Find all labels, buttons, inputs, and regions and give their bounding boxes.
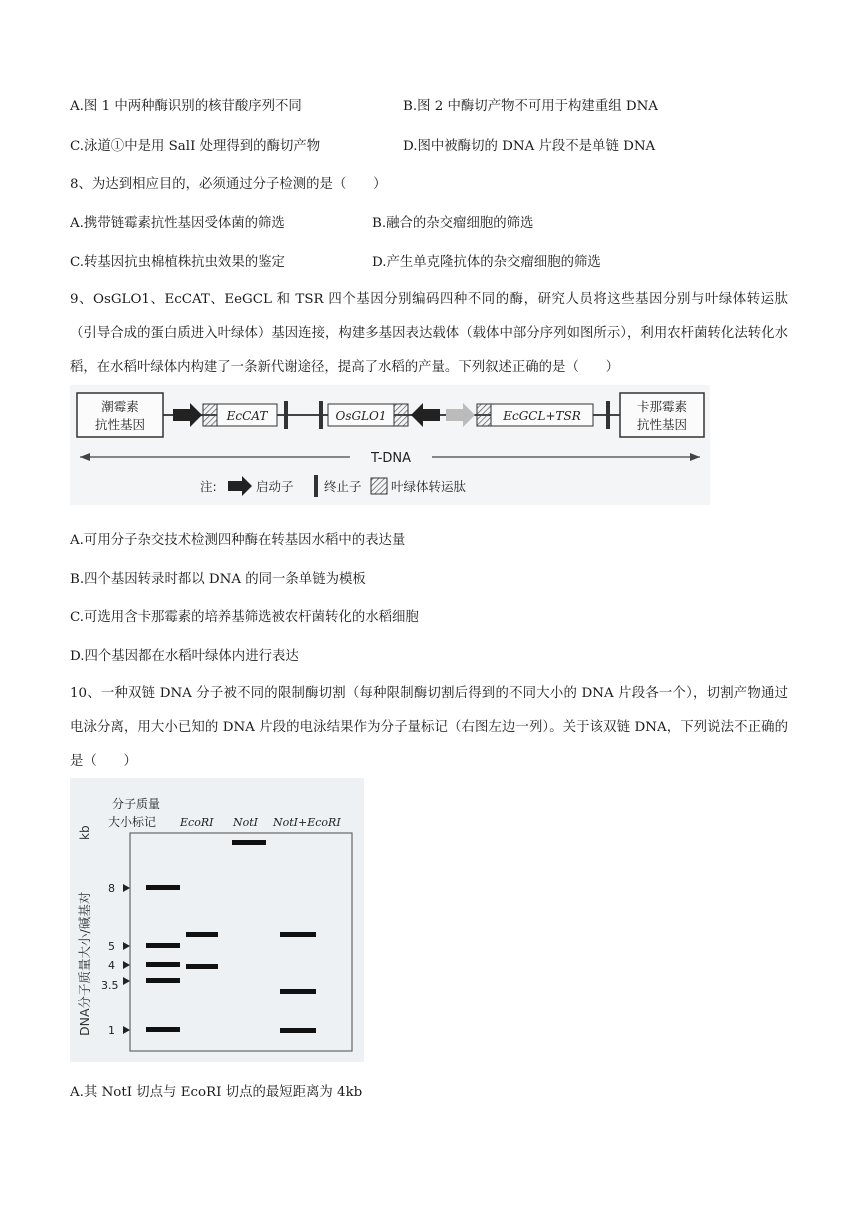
legend-note-label: 注: [200, 479, 217, 494]
legend-transit-peptide-icon [371, 478, 387, 494]
lane-marker-header: 大小标记 [108, 815, 157, 829]
lane-notI-header: NotI [233, 816, 259, 829]
left-gene-label-2: 抗性基因 [94, 417, 146, 432]
terminator-icon [284, 401, 288, 429]
terminator-icon [606, 401, 610, 429]
left-gene-label-1: 潮霉素 [101, 399, 139, 414]
q9-option-d: D.四个基因都在水稻叶绿体内进行表达 [70, 649, 299, 664]
legend-promoter-label: 启动子 [256, 479, 294, 494]
marker-band-1kb [146, 1027, 180, 1032]
q8-option-a: A.携带链霉素抗性基因受体菌的筛选 [70, 216, 285, 231]
gel-electrophoresis-figure [70, 778, 364, 1062]
notI-band [232, 840, 266, 845]
q7-option-b: B.图 2 中酶切产物不可用于构建重组 DNA [403, 99, 658, 114]
q8-stem: 8、为达到相应目的，必须通过分子检测的是（ ） [70, 177, 387, 192]
tick-label-4: 4 [108, 959, 115, 972]
q7-option-d: D.图中被酶切的 DNA 片段不是单链 DNA [403, 139, 656, 154]
tick-label-8: 8 [108, 882, 115, 895]
q10-option-a: A.其 NotI 切点与 EcoRI 切点的最短距离为 4kb [70, 1085, 363, 1100]
q9-option-c: C.可选用含卡那霉素的培养基筛选被农杆菌转化的水稻细胞 [70, 610, 419, 625]
marker-band-3-5kb [146, 978, 180, 983]
right-gene-label-1: 卡那霉素 [636, 399, 688, 414]
terminator-icon [319, 401, 323, 429]
transit-peptide-block [203, 404, 217, 426]
gel-y-axis-unit: kb [78, 825, 92, 840]
lane-marker-header-top: 分子质量 [112, 797, 161, 811]
q8-option-d: D.产生单克隆抗体的杂交瘤细胞的筛选 [372, 255, 601, 270]
q9-option-b: B.四个基因转录时都以 DNA 的同一条单链为模板 [70, 572, 366, 587]
q9-option-a: A.可用分子杂交技术检测四种酶在转基因水稻中的表达量 [70, 533, 406, 548]
q10-stem: 10、一种双链 DNA 分子被不同的限制酶切割（每种限制酶切割后得到的不同大小的 DNA 片段各一个），切割产物通过电泳分离，用大小已知的 DNA 片段的电泳结果作为分子量标记（右图左边一列）。关于该双链 DNA，下列说法不正确的是（ ） [70, 686, 788, 769]
q8-option-c: C.转基因抗虫棉植株抗虫效果的鉴定 [70, 255, 285, 270]
gel-y-axis-label: DNA分子质量大小/碱基对 [77, 891, 92, 1036]
q9-stem: 9、OsGLO1、EcCAT、EeGCL 和 TSR 四个基因分别编码四种不同的酶，研究人员将这些基因分别与叶绿体转运肽（引导合成的蛋白质进入叶绿体）基因连接，构建多基因表达载体（载体中部分序列如图所示），利用农杆菌转化法转化水稻，在水稻叶绿体内构建了一条新代谢途径，提高了水稻的产量。下列叙述正确的是（ ） [70, 292, 788, 375]
transit-peptide-block [477, 404, 491, 426]
tick-label-3-5: 3.5 [101, 979, 119, 992]
marker-band-8kb [146, 885, 180, 890]
legend-terminator-icon [314, 475, 318, 497]
q8-option-b: B.融合的杂交瘤细胞的筛选 [372, 216, 534, 231]
tick-label-1: 1 [108, 1024, 115, 1037]
legend-transit-peptide-label: 叶绿体转运肽 [391, 479, 467, 494]
ecoRI-band-lower [186, 964, 218, 969]
gene-ecCAT-label: EcCAT [226, 409, 268, 423]
transit-peptide-block [394, 404, 408, 426]
q7-option-a: A.图 1 中两种酶识别的核苷酸序列不同 [70, 99, 302, 114]
notI-ecoRI-band-upper [280, 932, 316, 937]
q7-option-c: C.泳道①中是用 SalI 处理得到的酶切产物 [70, 139, 321, 154]
t-dna-label: T-DNA [370, 451, 412, 466]
lane-notI-ecoRI-header: NotI+EcoRI [273, 816, 341, 829]
ecoRI-band-upper [186, 932, 218, 937]
gene-ecGCL-TSR-label: EcGCL+TSR [503, 409, 581, 423]
notI-ecoRI-band-middle [280, 989, 316, 994]
tick-label-5: 5 [108, 940, 115, 953]
gene-construct-figure [70, 385, 710, 505]
notI-ecoRI-band-lower [280, 1028, 316, 1033]
marker-band-5kb [146, 943, 180, 948]
gene-osGLO1-label: OsGLO1 [335, 409, 387, 423]
lane-ecoRI-header: EcoRI [180, 816, 214, 829]
legend-terminator-label: 终止子 [324, 479, 362, 494]
right-gene-label-2: 抗性基因 [636, 417, 688, 432]
marker-band-4kb [146, 962, 180, 967]
